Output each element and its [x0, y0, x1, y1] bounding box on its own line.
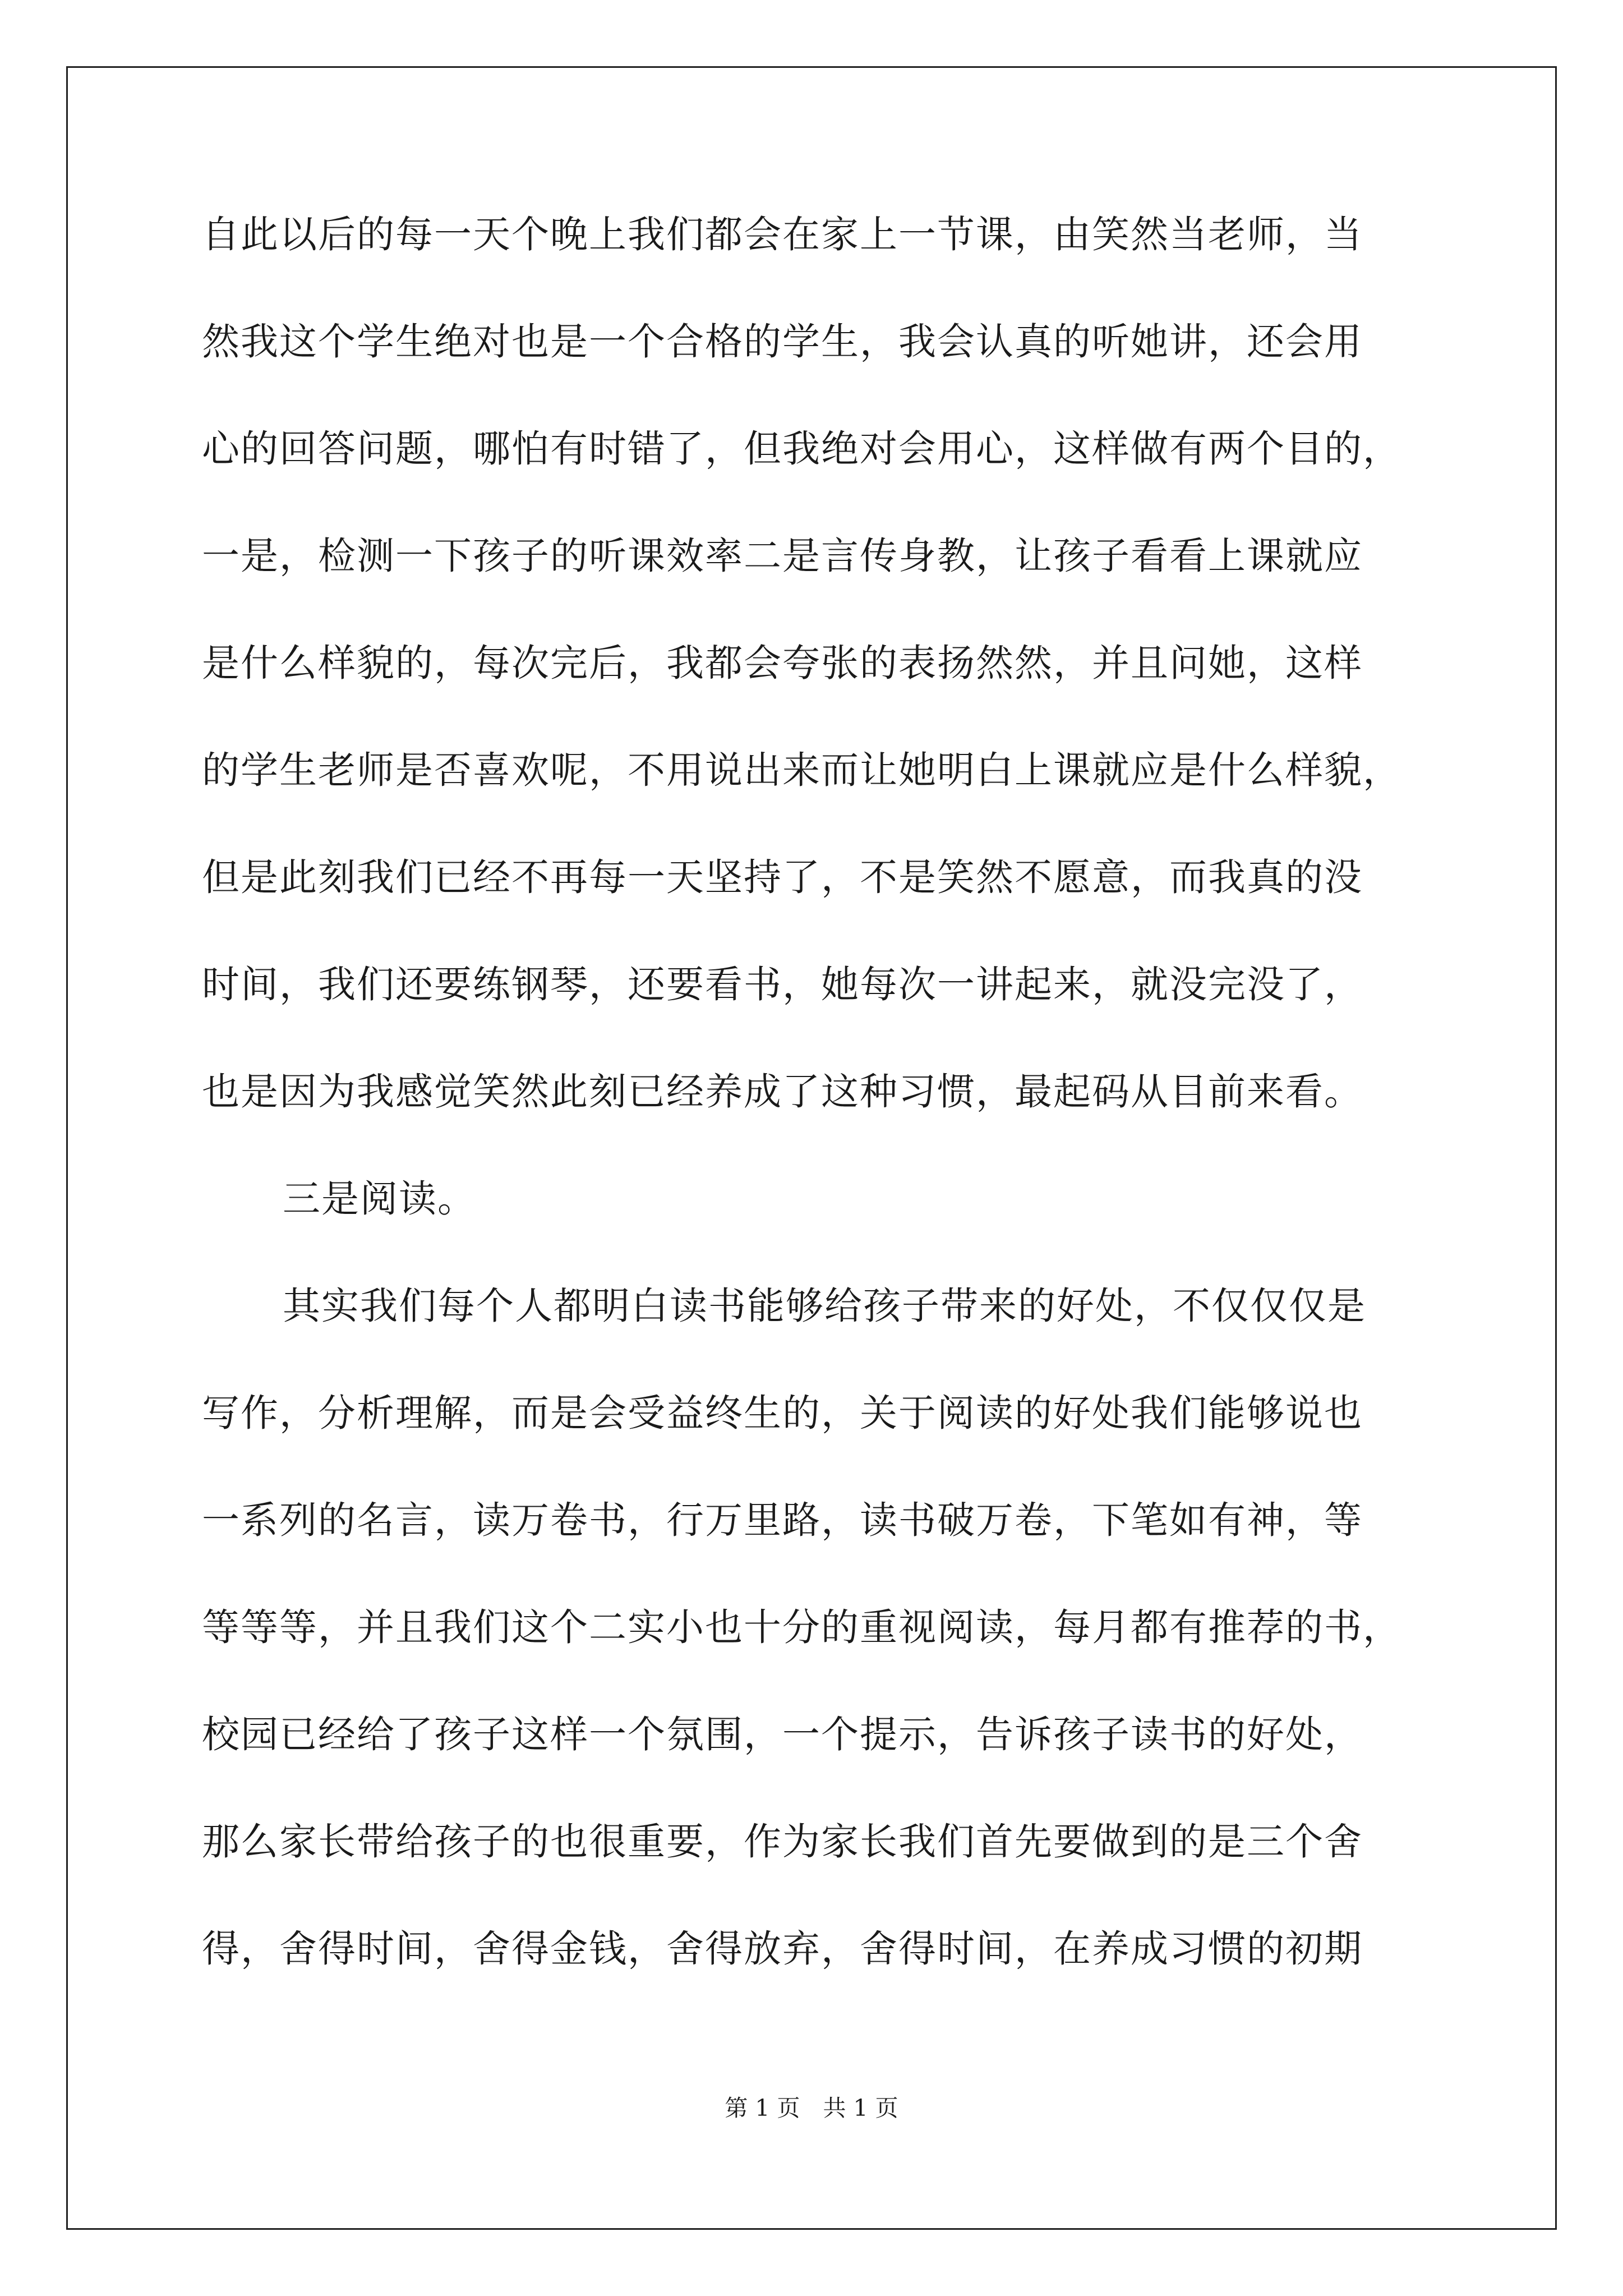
text-line: 但是此刻我们已经不再每一天坚持了，不是笑然不愿意，而我真的没 [202, 855, 1363, 899]
text-line: 然我这个学生绝对也是一个合格的学生，我会认真的听她讲，还会用 [202, 320, 1363, 364]
section-heading: 三是阅读。 [283, 1177, 476, 1221]
text-line: 的学生老师是否喜欢呢，不用说出来而让她明白上课就应是什么样貌， [202, 748, 1401, 792]
text-line: 得，舍得时间，舍得金钱，舍得放弃，舍得时间，在养成习惯的初期 [202, 1927, 1363, 1971]
text-line: 时间，我们还要练钢琴，还要看书，她每次一讲起来，就没完没了， [202, 963, 1363, 1006]
text-line: 写作，分析理解，而是会受益终生的，关于阅读的好处我们能够说也 [202, 1391, 1363, 1435]
text-line: 其实我们每个人都明白读书能够给孩子带来的好处，不仅仅仅是 [283, 1284, 1366, 1328]
text-line: 心的回答问题，哪怕有时错了，但我绝对会用心，这样做有两个目的， [202, 427, 1401, 471]
page-number: 第 1 页 共 1 页 [725, 2095, 898, 2122]
text-line: 等等等，并且我们这个二实小也十分的重视阅读，每月都有推荐的书， [202, 1605, 1401, 1649]
text-line: 自此以后的每一天个晚上我们都会在家上一节课，由笑然当老师，当 [202, 213, 1363, 256]
page-border [66, 66, 1557, 2230]
text-line: 也是因为我感觉笑然此刻已经养成了这种习惯，最起码从目前来看。 [202, 1070, 1363, 1114]
text-line: 一系列的名言，读万卷书，行万里路，读书破万卷，下笔如有神，等 [202, 1498, 1363, 1542]
text-line: 那么家长带给孩子的也很重要，作为家长我们首先要做到的是三个舍 [202, 1820, 1363, 1864]
text-line: 一是，检测一下孩子的听课效率二是言传身教，让孩子看看上课就应 [202, 534, 1363, 578]
text-line: 校园已经给了孩子这样一个氛围，一个提示，告诉孩子读书的好处， [202, 1713, 1363, 1756]
text-line: 是什么样貌的，每次完后，我都会夸张的表扬然然，并且问她，这样 [202, 641, 1363, 685]
